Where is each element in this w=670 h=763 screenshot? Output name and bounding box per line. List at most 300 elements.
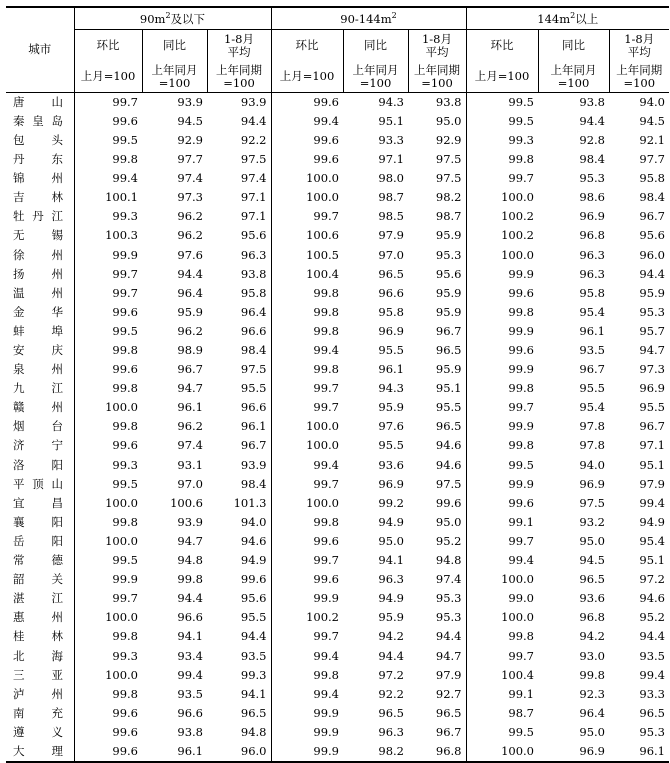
index-value: 95.2	[639, 610, 665, 625]
index-value: 94.6	[639, 591, 665, 606]
index-value: 96.8	[579, 610, 605, 625]
index-value: 95.9	[435, 285, 462, 300]
index-value: 99.8	[466, 150, 538, 169]
index-value: 98.6	[579, 190, 605, 205]
index-value: 95.2	[435, 533, 462, 548]
index-value: 100.6	[271, 227, 343, 246]
index-value: 99.7	[271, 379, 343, 398]
index-value: 93.1	[177, 457, 203, 472]
index-value: 100.3	[105, 228, 138, 243]
index-value: 99.1	[466, 513, 538, 532]
table-row	[6, 685, 669, 704]
city-name: 宜昌	[6, 494, 74, 513]
index-value: 97.4	[177, 171, 203, 186]
index-value: 98.9	[177, 343, 203, 358]
index-value: 96.8	[435, 743, 462, 758]
city-name: 锦州	[6, 169, 74, 188]
index-value: 94.1	[240, 686, 267, 701]
index-value: 99.6	[271, 131, 343, 150]
index-value: 97.5	[435, 476, 462, 491]
index-value: 97.4	[177, 438, 203, 453]
index-value: 93.8	[177, 724, 203, 739]
index-value: 92.1	[639, 132, 665, 147]
index-value: 96.5	[435, 419, 462, 434]
index-value: 96.1	[177, 400, 203, 415]
table-row	[6, 208, 669, 227]
table-row	[6, 723, 669, 742]
index-value: 99.4	[271, 456, 343, 475]
index-value: 94.8	[177, 553, 203, 568]
index-value: 100.0	[105, 400, 138, 415]
index-value: 97.9	[639, 476, 665, 491]
index-value: 96.1	[639, 743, 665, 758]
index-value: 96.1	[177, 743, 203, 758]
index-value: 100.2	[466, 208, 538, 227]
index-value: 100.0	[271, 188, 343, 207]
table-row	[6, 609, 669, 628]
index-value: 98.7	[378, 190, 404, 205]
index-value: 96.9	[378, 476, 404, 491]
city-name: 桂林	[6, 628, 74, 647]
table-row	[6, 589, 669, 608]
index-value: 97.1	[378, 152, 404, 167]
city-name: 牡丹江	[6, 208, 74, 227]
index-value: 94.7	[177, 533, 203, 548]
index-value: 94.9	[240, 553, 267, 568]
index-value: 95.0	[378, 533, 404, 548]
index-value: 97.3	[177, 190, 203, 205]
index-value: 95.3	[435, 247, 462, 262]
index-value: 94.3	[378, 381, 404, 396]
index-value: 100.0	[466, 742, 538, 762]
index-value: 99.4	[271, 112, 343, 131]
city-name: 南充	[6, 704, 74, 723]
table-row	[6, 437, 669, 456]
index-value: 96.1	[378, 362, 404, 377]
city-name: 金华	[6, 303, 74, 322]
index-value: 94.0	[579, 457, 605, 472]
city-name: 遵义	[6, 723, 74, 742]
base-label-avg: 上年同期 =100	[609, 61, 669, 93]
index-value: 94.7	[177, 381, 203, 396]
index-value: 99.9	[271, 742, 343, 762]
index-value: 92.7	[435, 686, 462, 701]
index-value: 98.4	[240, 343, 267, 358]
table-row	[6, 322, 669, 341]
index-value: 95.4	[579, 304, 605, 319]
index-value: 99.7	[112, 94, 138, 109]
index-value: 94.5	[579, 553, 605, 568]
index-value: 99.4	[639, 495, 665, 510]
city-name: 湛江	[6, 589, 74, 608]
index-value: 93.2	[579, 514, 605, 529]
index-value: 99.6	[466, 341, 538, 360]
index-value: 93.5	[177, 686, 203, 701]
index-value: 99.6	[112, 304, 138, 319]
index-value: 101.3	[233, 495, 267, 510]
index-value: 99.9	[466, 475, 538, 494]
index-value: 96.4	[177, 285, 203, 300]
index-value: 95.3	[579, 171, 605, 186]
index-value: 98.4	[240, 476, 267, 491]
index-value: 100.0	[105, 495, 138, 510]
index-value: 100.0	[271, 169, 343, 188]
index-value: 97.1	[639, 438, 665, 453]
index-value: 99.4	[271, 647, 343, 666]
table-row	[6, 341, 669, 360]
city-name: 济宁	[6, 437, 74, 456]
index-value: 99.6	[112, 705, 138, 720]
city-name: 温州	[6, 284, 74, 303]
index-value: 98.7	[466, 704, 538, 723]
index-value: 100.4	[466, 666, 538, 685]
index-value: 95.9	[435, 304, 462, 319]
index-value: 93.9	[177, 514, 203, 529]
index-value: 94.4	[177, 591, 203, 606]
index-value: 99.8	[579, 667, 605, 682]
index-value: 99.4	[177, 667, 203, 682]
index-value: 100.4	[271, 265, 343, 284]
base-label-yoy: 上年同月 =100	[538, 61, 609, 93]
index-value: 99.8	[466, 628, 538, 647]
index-value: 96.5	[579, 572, 605, 587]
index-value: 99.5	[466, 112, 538, 131]
col-header-avg: 1-8月 平均	[207, 30, 271, 62]
index-value: 96.9	[579, 743, 605, 758]
city-name: 徐州	[6, 246, 74, 265]
index-value: 99.8	[112, 514, 138, 529]
city-name: 岳阳	[6, 532, 74, 551]
index-value: 93.3	[378, 132, 404, 147]
base-label-yoy: 上年同月 =100	[343, 61, 408, 93]
index-value: 99.6	[271, 570, 343, 589]
index-value: 96.2	[177, 209, 203, 224]
index-value: 99.3	[466, 131, 538, 150]
col-header-avg: 1-8月 平均	[609, 30, 669, 62]
index-value: 95.3	[639, 304, 665, 319]
index-value: 95.1	[378, 113, 404, 128]
city-name: 赣州	[6, 399, 74, 418]
base-label-mom: 上月=100	[271, 61, 343, 93]
index-value: 100.0	[271, 437, 343, 456]
index-value: 100.0	[466, 609, 538, 628]
index-value: 100.2	[271, 609, 343, 628]
index-value: 100.0	[105, 533, 138, 548]
index-value: 99.8	[112, 381, 138, 396]
table-row	[6, 742, 669, 762]
index-value: 99.6	[240, 572, 267, 587]
index-value: 97.8	[579, 419, 605, 434]
index-value: 99.3	[112, 648, 138, 663]
index-value: 99.7	[271, 399, 343, 418]
group-header-over-144: $144m^2$以上	[466, 7, 669, 30]
city-name: 唐山	[6, 93, 74, 113]
index-value: 94.4	[378, 648, 404, 663]
city-name: 丹东	[6, 150, 74, 169]
index-value: 94.4	[240, 113, 267, 128]
index-value: 94.4	[639, 266, 665, 281]
index-value: 99.5	[112, 323, 138, 338]
index-value: 99.6	[112, 113, 138, 128]
table-row	[6, 303, 669, 322]
index-value: 95.4	[579, 400, 605, 415]
city-name: 无锡	[6, 227, 74, 246]
price-index-table	[6, 6, 669, 763]
index-value: 99.7	[466, 169, 538, 188]
table-row	[6, 227, 669, 246]
index-value: 93.8	[435, 94, 462, 109]
index-value: 96.7	[177, 362, 203, 377]
index-value: 97.7	[177, 152, 203, 167]
index-value: 97.6	[378, 419, 404, 434]
table-row	[6, 169, 669, 188]
index-value: 99.8	[271, 666, 343, 685]
index-value: 93.8	[240, 266, 267, 281]
city-name: 扬州	[6, 265, 74, 284]
table-row	[6, 647, 669, 666]
index-value: 94.7	[639, 343, 665, 358]
index-value: 97.5	[240, 152, 267, 167]
index-value: 99.5	[112, 132, 138, 147]
index-value: 96.9	[579, 209, 605, 224]
group-header-90-144: $90-144m^2$	[271, 7, 466, 30]
table-row	[6, 494, 669, 513]
table-row	[6, 360, 669, 379]
index-value: 95.3	[435, 610, 462, 625]
index-value: 95.3	[435, 591, 462, 606]
table-row	[6, 551, 669, 570]
index-value: 99.9	[271, 704, 343, 723]
index-value: 100.2	[466, 227, 538, 246]
index-value: 97.4	[435, 572, 462, 587]
index-value: 99.9	[466, 322, 538, 341]
index-value: 95.1	[639, 553, 665, 568]
index-value: 99.7	[271, 628, 343, 647]
index-value: 99.4	[271, 685, 343, 704]
index-value: 99.8	[112, 629, 138, 644]
index-value: 99.7	[271, 475, 343, 494]
index-value: 97.7	[639, 152, 665, 167]
index-value: 96.0	[240, 743, 267, 758]
col-header-mom: 环比	[271, 30, 343, 62]
index-value: 96.5	[435, 705, 462, 720]
city-name: 泸州	[6, 685, 74, 704]
index-value: 96.6	[177, 610, 203, 625]
table-row	[6, 112, 669, 131]
index-value: 99.8	[177, 572, 203, 587]
index-value: 98.0	[378, 171, 404, 186]
index-value: 93.6	[579, 591, 605, 606]
index-value: 94.2	[579, 629, 605, 644]
index-value: 93.8	[579, 94, 605, 109]
city-name: 韶关	[6, 570, 74, 589]
index-value: 92.2	[378, 686, 404, 701]
index-value: 99.9	[271, 723, 343, 742]
index-value: 93.9	[177, 94, 203, 109]
index-value: 99.4	[112, 171, 138, 186]
index-value: 99.8	[271, 360, 343, 379]
index-value: 97.6	[177, 247, 203, 262]
index-value: 96.6	[177, 705, 203, 720]
index-value: 96.6	[240, 323, 267, 338]
index-value: 96.8	[579, 228, 605, 243]
index-value: 93.3	[639, 686, 665, 701]
city-name: 吉林	[6, 188, 74, 207]
index-value: 97.0	[378, 247, 404, 262]
index-value: 99.8	[112, 152, 138, 167]
index-value: 96.2	[177, 419, 203, 434]
index-value: 99.9	[271, 589, 343, 608]
index-value: 95.9	[177, 304, 203, 319]
index-value: 100.0	[271, 494, 343, 513]
index-value: 92.2	[240, 132, 267, 147]
city-name: 秦皇岛	[6, 112, 74, 131]
city-name: 九江	[6, 379, 74, 398]
table-row	[6, 131, 669, 150]
index-value: 94.0	[639, 94, 665, 109]
index-value: 97.1	[240, 209, 267, 224]
index-value: 95.0	[435, 113, 462, 128]
index-value: 96.2	[177, 323, 203, 338]
index-value: 99.7	[271, 208, 343, 227]
base-label-mom: 上月=100	[466, 61, 538, 93]
index-value: 99.7	[112, 285, 138, 300]
table-body	[6, 93, 669, 763]
index-value: 98.5	[378, 209, 404, 224]
index-value: 97.1	[240, 190, 267, 205]
index-value: 100.1	[105, 190, 138, 205]
index-value: 95.5	[240, 610, 267, 625]
index-value: 92.8	[579, 132, 605, 147]
index-value: 97.5	[435, 171, 462, 186]
index-value: 95.6	[639, 228, 665, 243]
index-value: 99.5	[466, 456, 538, 475]
index-value: 95.4	[639, 533, 665, 548]
index-value: 95.8	[639, 171, 665, 186]
index-value: 95.5	[435, 400, 462, 415]
index-value: 97.2	[378, 667, 404, 682]
index-value: 99.9	[466, 360, 538, 379]
index-value: 93.4	[177, 648, 203, 663]
index-value: 100.6	[170, 495, 203, 510]
index-value: 96.7	[240, 438, 267, 453]
index-value: 93.6	[378, 457, 404, 472]
base-label-avg: 上年同期 =100	[207, 61, 271, 93]
index-value: 99.6	[112, 724, 138, 739]
index-value: 94.5	[639, 113, 665, 128]
index-value: 95.0	[579, 724, 605, 739]
city-name: 北海	[6, 647, 74, 666]
index-value: 96.0	[639, 247, 665, 262]
index-value: 95.9	[378, 400, 404, 415]
index-value: 95.9	[435, 228, 462, 243]
index-value: 94.0	[240, 514, 267, 529]
table-row	[6, 188, 669, 207]
index-value: 94.6	[435, 457, 462, 472]
index-value: 93.5	[639, 648, 665, 663]
index-value: 95.1	[639, 457, 665, 472]
index-value: 94.8	[240, 724, 267, 739]
base-label-yoy: 上年同月 =100	[142, 61, 207, 93]
col-header-avg: 1-8月 平均	[408, 30, 466, 62]
index-value: 99.7	[112, 266, 138, 281]
city-name: 三亚	[6, 666, 74, 685]
index-value: 99.6	[435, 495, 462, 510]
index-value: 93.0	[579, 648, 605, 663]
index-value: 96.3	[579, 266, 605, 281]
index-value: 99.9	[112, 247, 138, 262]
index-value: 93.9	[240, 457, 267, 472]
table-row	[6, 456, 669, 475]
index-value: 94.9	[378, 591, 404, 606]
col-header-yoy: 同比	[538, 30, 609, 62]
index-value: 97.9	[378, 228, 404, 243]
index-value: 93.5	[579, 343, 605, 358]
index-value: 99.6	[271, 150, 343, 169]
index-value: 99.8	[271, 284, 343, 303]
index-value: 95.3	[639, 724, 665, 739]
index-value: 96.7	[579, 362, 605, 377]
index-value: 96.7	[639, 419, 665, 434]
index-value: 94.9	[378, 514, 404, 529]
index-value: 94.7	[435, 648, 462, 663]
index-value: 99.8	[271, 303, 343, 322]
index-value: 96.3	[378, 572, 404, 587]
index-value: 98.2	[378, 743, 404, 758]
index-value: 96.3	[579, 247, 605, 262]
index-value: 94.8	[435, 553, 462, 568]
table-row	[6, 475, 669, 494]
index-value: 99.5	[466, 93, 538, 113]
index-value: 94.2	[378, 629, 404, 644]
index-value: 97.5	[579, 495, 605, 510]
city-name: 惠州	[6, 609, 74, 628]
city-name: 襄阳	[6, 513, 74, 532]
index-value: 96.6	[240, 400, 267, 415]
index-value: 94.4	[435, 629, 462, 644]
index-value: 94.6	[240, 533, 267, 548]
index-value: 95.6	[435, 266, 462, 281]
index-value: 92.9	[435, 132, 462, 147]
index-value: 95.8	[240, 285, 267, 300]
index-value: 99.4	[466, 551, 538, 570]
index-value: 99.4	[271, 341, 343, 360]
city-name: 大理	[6, 742, 74, 762]
table-row	[6, 532, 669, 551]
table-row	[6, 399, 669, 418]
table-header	[6, 7, 669, 93]
index-value: 95.8	[378, 304, 404, 319]
index-value: 97.9	[435, 667, 462, 682]
index-value: 99.8	[112, 343, 138, 358]
index-value: 96.1	[240, 419, 267, 434]
col-header-yoy: 同比	[142, 30, 207, 62]
index-value: 99.6	[466, 494, 538, 513]
index-value: 95.0	[435, 514, 462, 529]
index-value: 97.8	[579, 438, 605, 453]
col-header-yoy: 同比	[343, 30, 408, 62]
index-value: 99.6	[271, 93, 343, 113]
index-value: 98.4	[639, 190, 665, 205]
index-value: 99.6	[112, 743, 138, 758]
index-value: 99.6	[112, 362, 138, 377]
city-name: 蚌埠	[6, 322, 74, 341]
index-value: 96.3	[378, 724, 404, 739]
index-value: 96.9	[378, 323, 404, 338]
index-value: 96.7	[435, 724, 462, 739]
index-value: 99.9	[466, 418, 538, 437]
index-value: 99.9	[112, 572, 138, 587]
